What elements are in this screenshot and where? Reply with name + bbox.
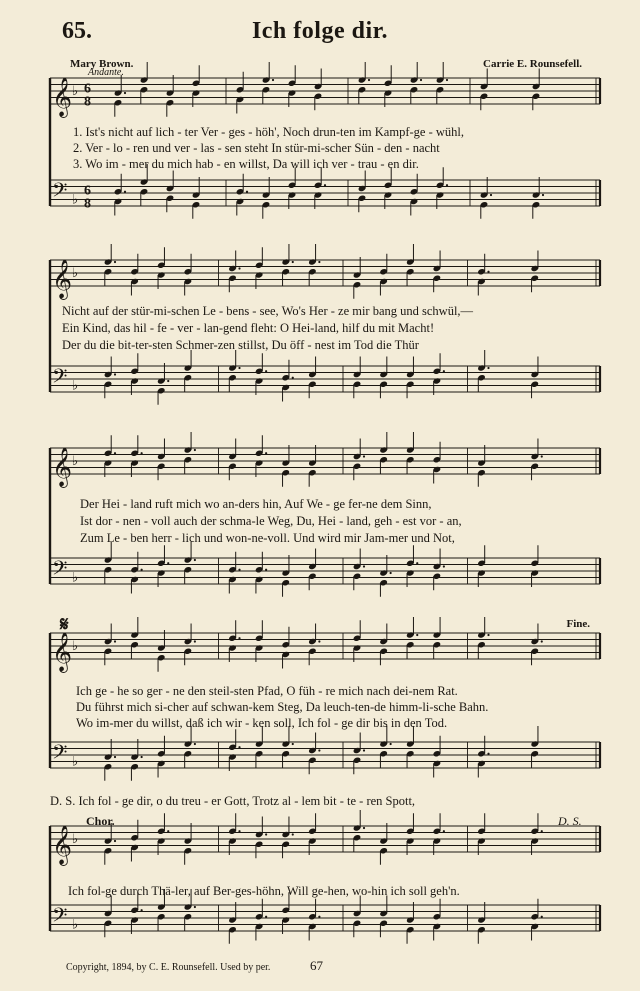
svg-text:𝄞: 𝄞	[52, 259, 73, 299]
author-credit: Mary Brown.	[70, 58, 134, 70]
svg-text:♭: ♭	[72, 832, 79, 847]
svg-text:♭: ♭	[72, 570, 79, 586]
verse-2-line-1: 2. Ver - lo - ren und ver - las - sen steht In stür-mi-scher Sün - den - nacht	[73, 141, 440, 155]
ds-marking: D. S.	[558, 814, 582, 828]
tempo-marking: Andante.	[88, 67, 124, 78]
svg-text:8: 8	[84, 196, 91, 212]
svg-text:6: 6	[84, 183, 91, 199]
svg-text:𝄢: 𝄢	[52, 364, 68, 393]
chorus-marking: Chor.	[86, 814, 115, 828]
svg-text:♭: ♭	[72, 84, 79, 99]
page-number: 67	[310, 958, 323, 973]
svg-text:♭: ♭	[72, 378, 79, 394]
svg-text:𝄢: 𝄢	[52, 556, 68, 585]
verse-2-line-4: Du führst mich si-cher auf schwan-kem Steg, Da leuch-ten-de himm-li-sche Bahn.	[76, 700, 489, 714]
svg-text:♭: ♭	[72, 754, 79, 770]
music-system-5	[46, 0, 602, 960]
segno-sign: 𝄋	[60, 612, 69, 636]
copyright-notice: Copyright, 1894, by C. E. Rounsefell. Used by per.	[66, 962, 271, 973]
verse-3-line-4: Wo im-mer du willst, daß ich wir - ken soll, Ich fol - ge dir bis in den Tod.	[76, 716, 448, 730]
verse-1-line-3: Der Hei - land ruft mich wo an-ders hin, Auf We - ge fer-ne dem Sinn,	[80, 497, 432, 511]
svg-text:𝄞: 𝄞	[52, 632, 73, 672]
svg-text:♭: ♭	[72, 266, 79, 281]
svg-text:𝄢: 𝄢	[52, 903, 68, 932]
chorus-line: Ich fol-ge durch Thä-ler, auf Ber-ges-höhn, Will ge-hen, wo-hin ich soll geh'n.	[68, 884, 460, 898]
svg-text:♭: ♭	[72, 639, 79, 654]
verse-3-line-2: Der du die bit-ter-sten Schmer-zen stillst, Du öff - nest im Tod die Thür	[62, 338, 419, 352]
svg-text:6: 6	[84, 81, 91, 97]
svg-text:𝄞: 𝄞	[52, 77, 73, 117]
ds-refrain-line: D. S. Ich fol - ge dir, o du treu - er Gott, Trotz al - lem bit - te - ren Spott,	[50, 794, 416, 808]
svg-text:𝄢: 𝄢	[52, 740, 68, 769]
svg-text:𝄞: 𝄞	[52, 447, 73, 487]
svg-text:♭: ♭	[72, 192, 79, 208]
svg-text:♭: ♭	[72, 917, 79, 933]
svg-text:8: 8	[84, 94, 91, 110]
verse-1-line-2: Nicht auf der stür-mi-schen Le - bens - see, Wo's Her - ze mir bang und schwül,—	[62, 304, 474, 318]
fine-marking: Fine.	[566, 618, 590, 630]
svg-text:𝄢: 𝄢	[52, 178, 68, 207]
verse-1-line-4: Ich ge - he so ger - ne den steil-sten Pfad, O füh - re mich nach dei-nem Rat.	[76, 684, 458, 698]
hymn-number: 65.	[62, 18, 92, 44]
svg-text:♭: ♭	[72, 454, 79, 469]
verse-3-line-3: Zum Le - ben herr - lich und won-ne-voll. Und wird mir Jam-mer und Not,	[80, 531, 455, 545]
hymn-title: Ich folge dir.	[251, 18, 389, 44]
staff-notation	[46, 0, 602, 960]
verse-1-line-1: 1. Ist's nicht auf lich - ter Ver - ges - höh', Noch drun-ten im Kampf-ge - wühl,	[73, 125, 464, 139]
verse-2-line-2: Ein Kind, das hil - fe - ver - lan-gend fleht: O Hei-land, hilf du mit Macht!	[62, 321, 435, 335]
verse-2-line-3: Ist dor - nen - voll auch der schma-le Weg, Du, Hei - land, geh - est vor - an,	[80, 514, 462, 528]
svg-text:𝄞: 𝄞	[52, 825, 73, 865]
composer-credit: Carrie E. Rounsefell.	[483, 58, 582, 70]
verse-3-line-1: 3. Wo im - mer du mich hab - en willst, Da will ich ver - trau - en dir.	[73, 157, 419, 171]
